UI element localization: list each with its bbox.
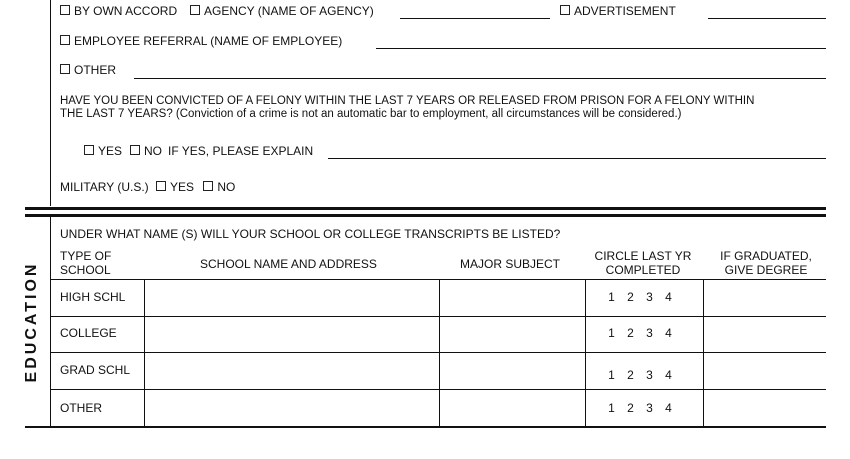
- employee-name-field[interactable]: [376, 48, 826, 49]
- year-option[interactable]: 1: [608, 290, 615, 304]
- year-option[interactable]: 1: [608, 401, 615, 415]
- year-option[interactable]: 3: [646, 326, 653, 340]
- header-name-address: SCHOOL NAME AND ADDRESS: [200, 257, 377, 271]
- military-no-checkbox[interactable]: [203, 181, 213, 191]
- col-divider-circle: [703, 279, 704, 426]
- felony-question-line2: THE LAST 7 YEARS? (Conviction of a crime is not an automatic bar to employment, all circumstances will be considered.): [60, 108, 682, 120]
- year-option[interactable]: 4: [665, 326, 672, 340]
- year-selector[interactable]: [602, 401, 678, 415]
- felony-explain-field[interactable]: [328, 158, 826, 159]
- advertisement-field[interactable]: [708, 18, 826, 19]
- military-yes-checkbox[interactable]: [156, 181, 166, 191]
- employee-referral-label: EMPLOYEE REFERRAL (NAME OF EMPLOYEE): [74, 34, 343, 48]
- year-option[interactable]: 2: [627, 401, 634, 415]
- col-divider-major: [585, 279, 586, 426]
- other-referral-field[interactable]: [134, 78, 826, 79]
- header-circle-line1: CIRCLE LAST YR: [594, 249, 692, 263]
- year-option[interactable]: 4: [665, 401, 672, 415]
- transcript-question: UNDER WHAT NAME (S) WILL YOUR SCHOOL OR COLLEGE TRANSCRIPTS BE LISTED?: [60, 227, 561, 241]
- employee-referral-checkbox[interactable]: [60, 35, 70, 45]
- year-option[interactable]: 2: [627, 368, 634, 382]
- header-major: MAJOR SUBJECT: [460, 257, 561, 271]
- felony-no-option[interactable]: [130, 144, 162, 158]
- own-accord-checkbox[interactable]: [60, 5, 70, 15]
- header-type-line2: SCHOOL: [60, 263, 111, 277]
- felony-no-label: NO: [144, 144, 162, 158]
- military-yes-label: YES: [170, 180, 195, 194]
- year-option[interactable]: 1: [608, 368, 615, 382]
- header-type-line1: TYPE OF: [60, 249, 112, 263]
- advertisement-checkbox[interactable]: [560, 5, 570, 15]
- table-header-line: [50, 279, 826, 280]
- upper-left-border: [50, 0, 51, 206]
- military-no-label: NO: [217, 180, 236, 194]
- header-graduated-line2: GIVE DEGREE: [724, 263, 808, 277]
- table-row-line-2: [50, 352, 826, 353]
- felony-yes-label: YES: [98, 144, 123, 158]
- row-type-label: COLLEGE: [60, 326, 117, 340]
- year-option[interactable]: 4: [665, 290, 672, 304]
- header-circle-line2: COMPLETED: [605, 263, 681, 277]
- col-divider-type: [144, 279, 145, 426]
- section-divider-top: [25, 207, 826, 210]
- advertisement-option[interactable]: [560, 4, 676, 18]
- table-row-line-1: [50, 316, 826, 317]
- education-bottom-border: [25, 426, 826, 428]
- agency-checkbox[interactable]: [190, 5, 200, 15]
- year-option[interactable]: 1: [608, 326, 615, 340]
- agency-name-field[interactable]: [400, 18, 550, 19]
- advertisement-label: ADVERTISEMENT: [574, 4, 676, 18]
- agency-option[interactable]: [190, 4, 374, 18]
- col-divider-name: [439, 279, 440, 426]
- felony-explain-label: IF YES, PLEASE EXPLAIN: [168, 144, 314, 158]
- row-type-label: HIGH SCHL: [60, 290, 126, 304]
- row-type-label: GRAD SCHL: [60, 363, 131, 377]
- year-option[interactable]: 3: [646, 290, 653, 304]
- year-selector[interactable]: [602, 326, 678, 340]
- own-accord-label: BY OWN ACCORD: [74, 4, 178, 18]
- row-type-label: OTHER: [60, 401, 102, 415]
- education-section-label: [12, 262, 52, 382]
- military-row: [60, 180, 235, 194]
- year-option[interactable]: 2: [627, 290, 634, 304]
- year-selector[interactable]: [602, 290, 678, 304]
- year-selector[interactable]: [602, 368, 678, 382]
- year-option[interactable]: 3: [646, 368, 653, 382]
- year-option[interactable]: 3: [646, 401, 653, 415]
- agency-label: AGENCY (NAME OF AGENCY): [204, 4, 374, 18]
- education-label-text: EDUCATION: [23, 261, 40, 383]
- year-option[interactable]: 2: [627, 326, 634, 340]
- felony-yes-checkbox[interactable]: [84, 145, 94, 155]
- other-referral-label: OTHER: [74, 63, 116, 77]
- own-accord-option[interactable]: [60, 4, 177, 18]
- felony-no-checkbox[interactable]: [130, 145, 140, 155]
- felony-question-line1: HAVE YOU BEEN CONVICTED OF A FELONY WITHIN THE LAST 7 YEARS OR RELEASED FROM PRISON FOR A FELONY WITHIN: [60, 95, 755, 107]
- section-divider-bottom: [25, 214, 826, 217]
- header-graduated-line1: IF GRADUATED,: [720, 249, 812, 263]
- year-option[interactable]: 4: [665, 368, 672, 382]
- other-referral-checkbox[interactable]: [60, 64, 70, 74]
- felony-yes-option[interactable]: [84, 144, 122, 158]
- military-label: MILITARY (U.S.): [60, 180, 149, 194]
- table-row-line-3: [50, 389, 826, 390]
- employee-referral-option[interactable]: [60, 34, 342, 48]
- other-referral-option[interactable]: [60, 63, 116, 77]
